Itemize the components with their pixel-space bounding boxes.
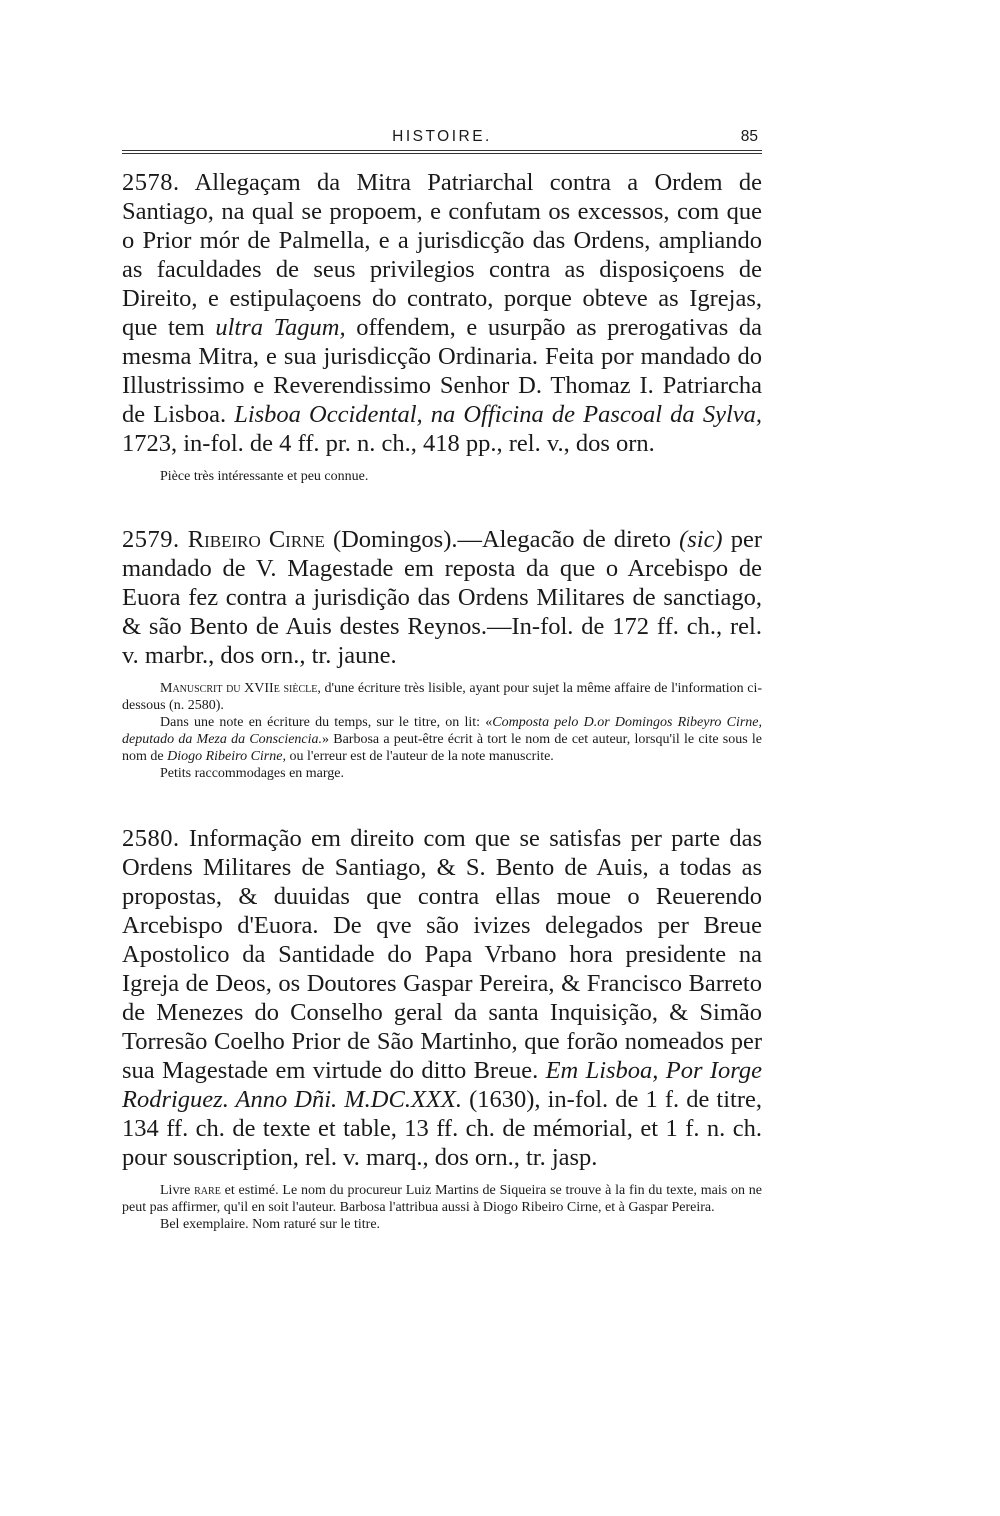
note-smallcaps: rare [194, 1183, 221, 1198]
entry-imprint: Lisboa Occidental, na Officina de Pascoal da Sylva, [234, 401, 762, 428]
entry-number: 2578. [122, 169, 180, 196]
entry-text: offendem, e usurpão as prerogativas da mesma Mitra, e sua jurisdicção Ordinaria. Feita por mandado do Illustrissimo e Reverendissimo Senhor D. Thomaz I. Patriarcha de Lisboa. [122, 314, 762, 428]
note-2579 [122, 680, 762, 782]
page-number: 85 [740, 128, 758, 145]
entry-body [122, 824, 762, 1172]
header-rule-secondary [122, 153, 762, 154]
entry-author: Ribeiro Cirne [187, 526, 325, 553]
entry-italic: ultra Tagum, [215, 314, 346, 341]
entry-text: per mandado de V. Magestade em reposta da que o Arcebispo de Euora fez contra a jurisdição das Ordens Militares de sanctiago, & são Bento de Auis destes Reynos.—In-fol. de 172 ff. ch., rel. v. marbr., dos orn., tr. jaune. [122, 526, 762, 669]
entry-number: 2580. [122, 825, 180, 852]
header-rule [122, 150, 762, 151]
entry-text: (1630), in-fol. de 1 f. de titre, 134 ff. ch. de texte et table, 13 ff. ch. de mémorial, et 1 f. n. ch. pour souscription, rel. v. marq., dos orn., tr. jasp. [122, 1086, 762, 1171]
note-2580 [122, 1182, 762, 1233]
entry-text: 1723, in-fol. de 4 ff. pr. n. ch., 418 pp., rel. v., dos orn. [122, 430, 655, 457]
note-text: Manuscrit du XVIIe siècle, d'une écriture très lisible, ayant pour sujet la même affaire de l'information ci-dessous (n. 2580). [122, 681, 762, 713]
entry-2578 [122, 168, 762, 458]
note-text: Petits raccommodages en marge. [160, 766, 345, 781]
entry-2580 [122, 824, 762, 1172]
note-smallcaps: Manuscrit du XVIIe siècle, [160, 681, 321, 696]
entry-2579 [122, 525, 762, 670]
note-text: Bel exemplaire. Nom raturé sur le titre. [160, 1217, 381, 1232]
entry-imprint: Em Lisboa, Por Iorge Rodriguez. Anno Dñi. M.DC.XXX. [122, 1057, 762, 1113]
running-title: HISTOIRE. [392, 128, 492, 145]
running-head [122, 124, 762, 148]
entry-body [122, 525, 762, 670]
entry-text: Allegaçam da Mitra Patriarchal contra a Ordem de Santiago, na qual se propoem, e confutam os excessos, com que o Prior mór de Palmella, e a jurisdicção das Ordens, ampliando as faculdades de seus privilegios contra as disposiçoens de Direito, e estipulaçoens do contrato, porque obteve as Igrejas, que tem [122, 169, 762, 341]
entry-italic: (sic) [679, 526, 723, 553]
entry-text: (Domingos).—Alegacão de direto [324, 526, 680, 553]
note-2578 [122, 468, 762, 485]
note-text: Dans une note en écriture du temps, sur le titre, on lit: «Composta pelo D.or Domingos Ribeyro Cirne, deputado da Meza da Consciencia.» Barbosa a peut-être écrit à tort le nom de cet auteur, lorsqu'il le cite sous le nom de Diogo Ribeiro Cirne, ou l'erreur est de l'auteur de la note manuscrite. [122, 715, 763, 764]
note-text: Livre rare et estimé. Le nom du procureur Luiz Martins de Siqueira se trouve à la fin du texte, mais on ne peut pas affirmer, qu'il en soit l'auteur. Barbosa l'attribua aussi à Diogo Ribeiro Cirne, et à Gaspar Pereira. [122, 1183, 763, 1215]
note-text: Pièce très intéressante et peu connue. [160, 469, 369, 484]
page [122, 124, 762, 1233]
entry-number: 2579. [122, 526, 180, 553]
entry-body [122, 168, 762, 458]
entry-text: Informação em direito com que se satisfas per parte das Ordens Militares de Santiago, & S. Bento de Auis, a todas as propostas, & duuidas que contra ellas moue o Reuerendo Arcebispo d'Euora. De qve são ivizes delegados per Breue Apostolico da Santidade do Papa Vrbano hora presidente na Igreja de Deos, os Doutores Gaspar Pereira, & Francisco Barreto de Menezes do Conselho geral da santa Inquisição, & Simão Torresão Coelho Prior de São Martinho, que forão nomeados per sua Magestade em virtude do ditto Breue. [122, 825, 762, 1084]
